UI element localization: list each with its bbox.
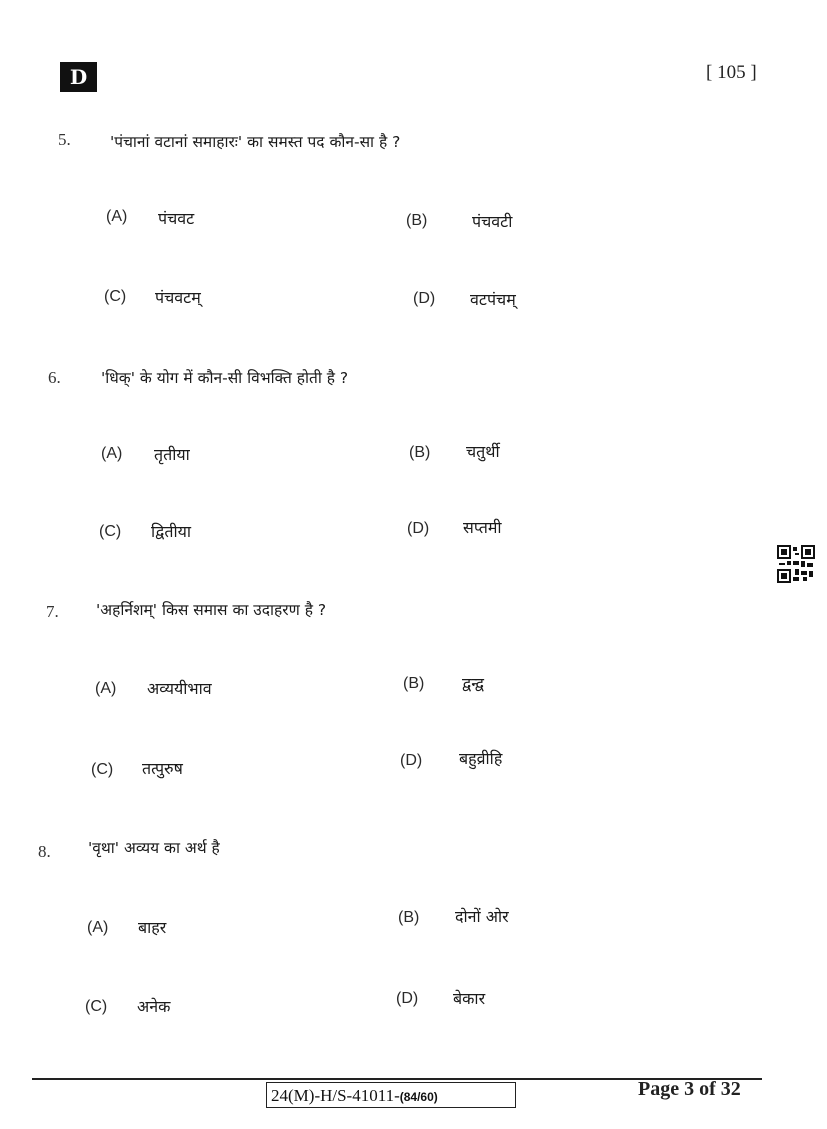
paper-code-suffix: (84/60)	[399, 1090, 438, 1104]
option-text: बाहर	[138, 918, 167, 937]
paper-code	[266, 1082, 516, 1108]
option-text: तृतीया	[154, 445, 190, 464]
option-text: अनेक	[137, 997, 171, 1016]
question-number: 8.	[38, 842, 51, 861]
option-label: (B)	[406, 212, 428, 229]
question-text: 'अहर्निशम्' किस समास का उदाहरण है ?	[96, 601, 327, 619]
option-label: (D)	[396, 990, 419, 1007]
option-text: पंचवटी	[472, 212, 513, 231]
option-label: (D)	[407, 520, 430, 537]
question-number: 5.	[58, 130, 71, 149]
question-number: 6.	[48, 368, 61, 387]
option-label: (C)	[104, 288, 127, 305]
option-text: अव्ययीभाव	[147, 679, 212, 698]
option-label: (A)	[106, 208, 128, 225]
option-label: (A)	[101, 445, 123, 462]
option-label: (B)	[403, 675, 425, 692]
option-text: सप्तमी	[463, 518, 502, 537]
option-label: (D)	[400, 752, 423, 769]
option-text: दोनों ओर	[455, 907, 509, 926]
option-label: (A)	[95, 680, 117, 697]
paper-code-main: 24(M)-H/S-41011-	[271, 1086, 400, 1105]
option-text: वटपंचम्	[470, 290, 516, 309]
option-label: (A)	[87, 919, 109, 936]
option-text: पंचवटम्	[155, 288, 201, 307]
question-text: 'धिक्' के योग में कौन-सी विभक्ति होती है ?	[101, 369, 349, 387]
option-text: बहुव्रीहि	[459, 749, 503, 768]
qr-code-icon	[777, 545, 815, 583]
question-number: 7.	[46, 602, 59, 621]
option-text: पंचवट	[158, 209, 195, 228]
page-code: [ 105 ]	[706, 62, 757, 83]
set-code-badge: D	[60, 62, 97, 92]
option-label: (C)	[99, 523, 122, 540]
option-label: (C)	[85, 998, 108, 1015]
option-label: (C)	[91, 761, 114, 778]
question-text: 'पंचानां वटानां समाहारः' का समस्त पद कौन-सा है ?	[110, 133, 401, 151]
option-label: (D)	[413, 290, 436, 307]
option-text: द्वन्द्व	[462, 674, 484, 693]
option-text: बेकार	[453, 989, 486, 1008]
option-label: (B)	[409, 444, 431, 461]
option-text: चतुर्थी	[466, 442, 500, 461]
option-text: द्वितीया	[151, 522, 192, 541]
option-text: तत्पुरुष	[142, 759, 183, 778]
option-label: (B)	[398, 909, 420, 926]
question-text: 'वृथा' अव्यय का अर्थ है	[88, 839, 220, 857]
page-number: Page 3 of 32	[638, 1078, 741, 1100]
